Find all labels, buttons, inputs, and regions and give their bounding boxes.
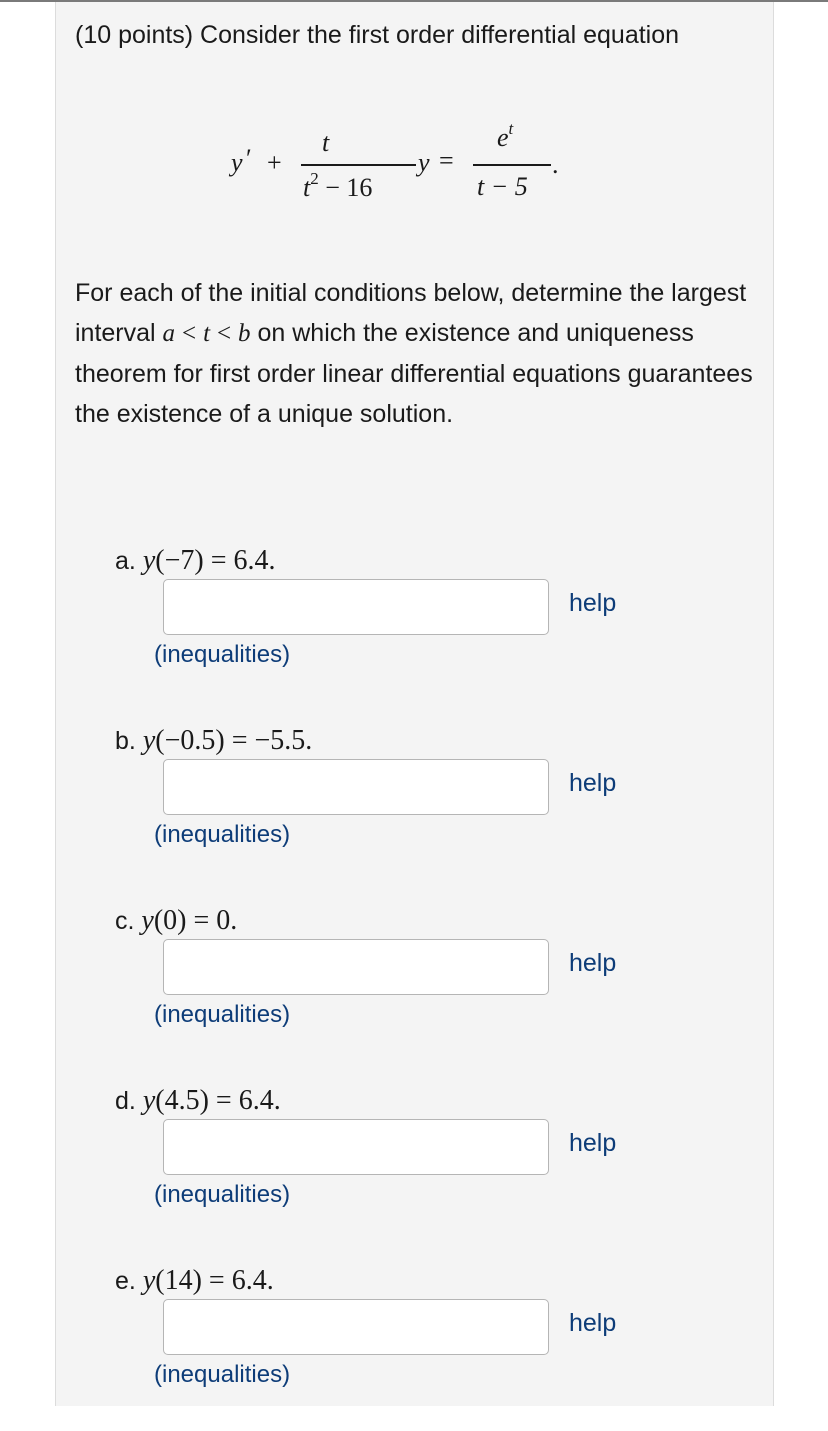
- part-b-label: b. y(−0.5) = −5.5.: [115, 725, 313, 756]
- frac1-bar: [301, 164, 416, 166]
- part-b: [56, 721, 773, 891]
- part-a: [56, 541, 773, 711]
- part-d-label: d. y(4.5) = 6.4.: [115, 1085, 281, 1116]
- frac2-denominator: t − 5: [477, 172, 528, 201]
- part-a-help-link[interactable]: help: [569, 589, 617, 617]
- eq-prime: ′: [246, 144, 252, 173]
- eq-y2: y: [418, 148, 430, 177]
- part-e-answer-input[interactable]: [163, 1299, 549, 1355]
- problem-panel: [55, 2, 774, 1406]
- part-c-label: c. y(0) = 0.: [115, 905, 238, 936]
- frac1-numerator: t: [322, 128, 330, 157]
- part-b-inequalities-link[interactable]: (inequalities): [154, 821, 291, 848]
- part-d: [56, 1081, 773, 1251]
- frac2-numerator: $e^t$: [497, 119, 514, 152]
- part-b-help-link[interactable]: help: [569, 769, 617, 797]
- eq-y: y: [231, 148, 243, 177]
- part-c-answer-input[interactable]: [163, 939, 549, 995]
- problem-description: For each of the initial conditions below, determine the largest interval a < t < b on which the existence and uniqueness theorem for first order linear differential equations guarantees the existence of a unique solution.: [75, 279, 753, 428]
- part-b-answer-input[interactable]: [163, 759, 549, 815]
- part-d-answer-input[interactable]: [163, 1119, 549, 1175]
- part-c-inequalities-link[interactable]: (inequalities): [154, 1001, 291, 1028]
- eq-period: .: [552, 150, 559, 179]
- part-c-help-link[interactable]: help: [569, 949, 617, 977]
- frac1-denominator: $t^2 - 16$: [303, 169, 373, 202]
- part-a-answer-input[interactable]: [163, 579, 549, 635]
- part-e-inequalities-link[interactable]: (inequalities): [154, 1361, 291, 1388]
- part-a-inequalities-link[interactable]: (inequalities): [154, 641, 291, 668]
- problem-intro: (10 points) Consider the first order differential equation: [75, 21, 680, 49]
- frac2-bar: [473, 164, 551, 166]
- differential-equation: [231, 120, 631, 210]
- eq-equals: =: [439, 146, 454, 175]
- part-e-label: e. y(14) = 6.4.: [115, 1265, 274, 1296]
- part-a-label: a. y(−7) = 6.4.: [115, 545, 276, 576]
- part-e-help-link[interactable]: help: [569, 1309, 617, 1337]
- eq-plus: +: [267, 148, 282, 177]
- part-d-help-link[interactable]: help: [569, 1129, 617, 1157]
- part-d-inequalities-link[interactable]: (inequalities): [154, 1181, 291, 1208]
- part-c: [56, 901, 773, 1071]
